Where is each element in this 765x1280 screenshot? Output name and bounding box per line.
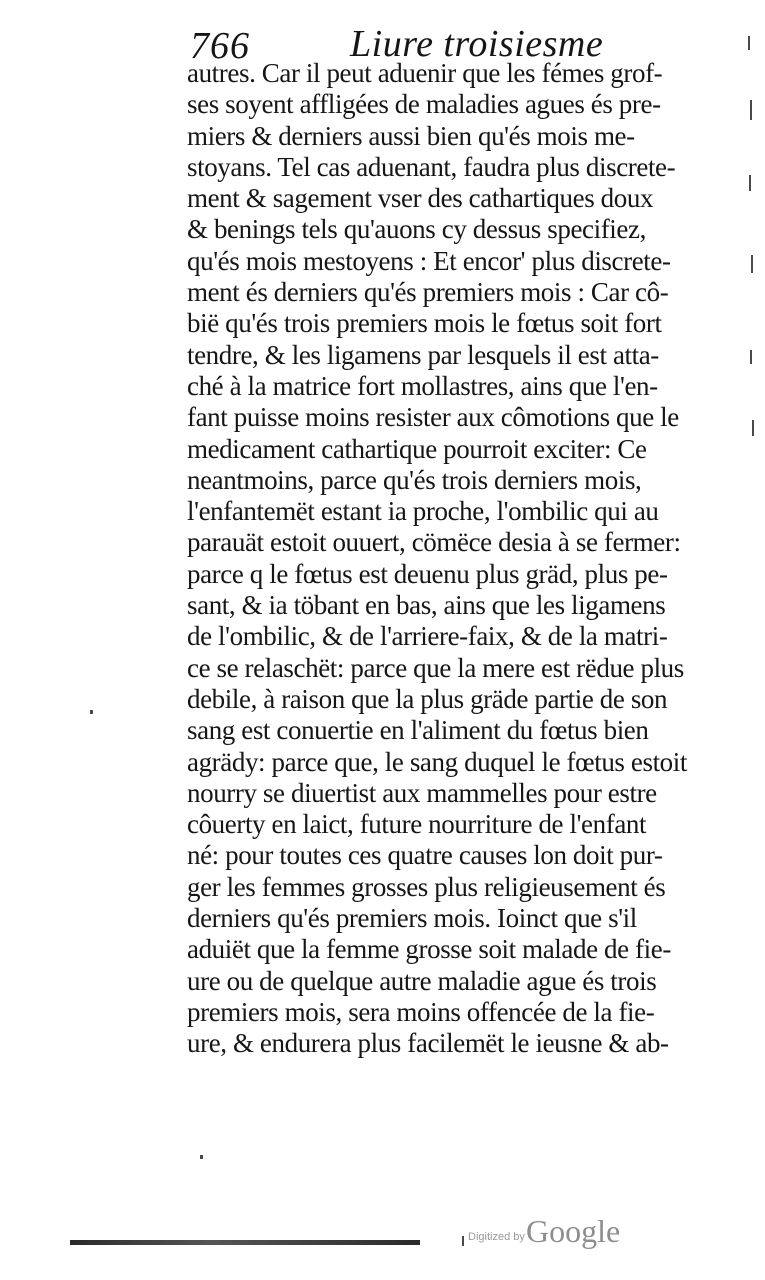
scan-edge-mark [750, 100, 752, 120]
watermark-brand: Google [526, 1213, 621, 1249]
scan-edge-bar [70, 1240, 420, 1245]
text-line: bië qu'és trois premiers mois le fœtus soit fort [187, 308, 662, 339]
text-line: neantmoins, parce qu'és trois derniers mois, [187, 464, 642, 495]
text-line: ment és derniers qu'és premiers mois : Car cô- [187, 277, 669, 308]
scan-edge-mark [751, 255, 753, 273]
text-line: miers & derniers aussi bien qu'és mois me- [187, 120, 635, 151]
text-line: fant puisse moins resister aux cômotions que le [187, 402, 679, 433]
page-number: 766 [190, 25, 250, 67]
text-line: ure, & endurera plus facilemët le ieusne & ab- [187, 1028, 669, 1059]
text-line: ure ou de quelque autre maladie ague és trois [187, 965, 657, 996]
scan-edge-mark [90, 710, 93, 714]
text-line: né: pour toutes ces quatre causes lon doit pur- [187, 840, 663, 871]
scan-edge-mark [752, 420, 754, 436]
text-line: parauät estoit ouuert, cömëce desia à se fermer: [187, 527, 681, 558]
text-line: de l'ombilic, & de l'arriere-faix, & de la matri- [187, 621, 668, 652]
text-line: sang est conuertie en l'aliment du fœtus bien [187, 715, 649, 746]
text-line: aduiët que la femme grosse soit malade de fie- [187, 934, 671, 965]
watermark-prefix: Digitized by [468, 1231, 525, 1243]
scan-edge-mark [200, 1155, 203, 1159]
text-line: qu'és mois mestoyens : Et encor' plus discrete- [187, 245, 671, 276]
running-head: Liure troisiesme [350, 23, 604, 65]
text-line: derniers qu'és premiers mois. Ioinct que s'il [187, 903, 637, 934]
text-line: debile, à raison que la plus gräde partie de son [187, 683, 668, 714]
text-line: sant, & ia töbant en bas, ains que les ligamens [187, 590, 666, 621]
text-line: parce q le fœtus est deuenu plus gräd, plus pe- [187, 558, 668, 589]
body-text [187, 58, 707, 1060]
scan-edge-mark [748, 36, 750, 50]
text-line: medicament cathartique pourroit exciter: Ce [187, 433, 647, 464]
text-line: tendre, & les ligamens par lesquels il est atta- [187, 339, 659, 370]
text-line: autres. Car il peut aduenir que les fémes grof- [187, 58, 663, 88]
text-line: nourry se diuertist aux mammelles pour estre [187, 777, 657, 808]
text-line: ché à la matrice fort mollastres, ains que l'en- [187, 370, 658, 401]
text-line: ger les femmes grosses plus religieusement és [187, 871, 666, 902]
scan-edge-mark [462, 1236, 464, 1246]
scan-edge-mark [750, 350, 752, 364]
text-line: & benings tels qu'auons cy dessus specifiez, [187, 214, 646, 245]
text-line: stoyans. Tel cas aduenant, faudra plus discrete- [187, 151, 676, 182]
text-line: ment & sagement vser des cathartiques doux [187, 183, 654, 214]
scan-edge-mark [749, 175, 751, 191]
text-line: ce se relaschët: parce que la mere est rëdue plus [187, 652, 684, 683]
text-line: l'enfantemët estant ia proche, l'ombilic qui au [187, 496, 659, 527]
text-line: premiers mois, sera moins offencée de la fie- [187, 996, 655, 1027]
text-line: côuerty en laict, future nourriture de l'enfant [187, 809, 647, 840]
text-line: ses soyent affligées de maladies agues és pre- [187, 89, 661, 120]
google-watermark [468, 1213, 628, 1253]
text-line: agrädy: parce que, le sang duquel le fœtus estoit [187, 746, 687, 777]
